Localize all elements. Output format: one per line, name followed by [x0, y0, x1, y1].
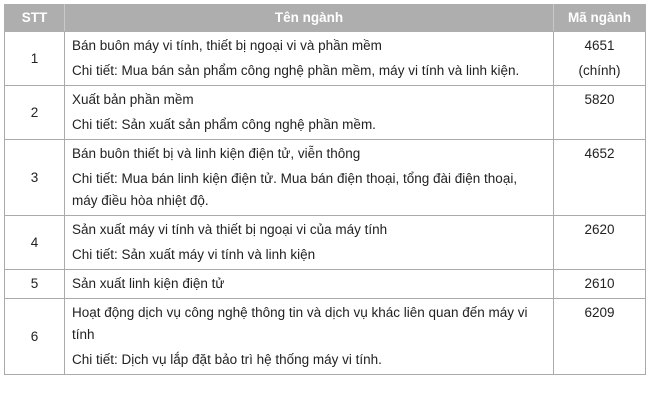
row-number: 5 [5, 270, 65, 299]
row-number: 6 [5, 299, 65, 375]
row-number: 3 [5, 140, 65, 216]
row-detail: Chi tiết: Mua bán linh kiện điện tử. Mua bán điện thoại, tổng đài điện thoại, máy điều hòa nhiệt độ. [72, 171, 518, 208]
row-code: 2620 [584, 222, 615, 237]
row-name-cell [65, 140, 554, 216]
row-title: Sản xuất linh kiện điện tử [72, 276, 225, 291]
row-title: Bán buôn máy vi tính, thiết bị ngoại vi và phần mềm [72, 38, 382, 53]
row-detail: Chi tiết: Mua bán sản phẩm công nghệ phần mềm, máy vi tính và linh kiện. [72, 63, 520, 78]
table-row [5, 140, 646, 216]
row-detail: Chi tiết: Sản xuất sản phẩm công nghệ phần mềm. [72, 117, 376, 132]
row-name-cell [65, 270, 554, 299]
header-name: Tên ngành [65, 5, 554, 32]
table-row [5, 299, 646, 375]
row-code-cell [554, 216, 646, 270]
row-title: Xuất bản phần mềm [72, 92, 194, 107]
row-code-cell [554, 270, 646, 299]
row-name-cell [65, 86, 554, 140]
row-number: 2 [5, 86, 65, 140]
table-row [5, 216, 646, 270]
table-row [5, 32, 646, 86]
row-code-cell [554, 140, 646, 216]
header-stt: STT [5, 5, 65, 32]
row-name-cell [65, 32, 554, 86]
row-code: 6209 [584, 305, 615, 320]
row-code-note: (chính) [578, 63, 621, 78]
row-code-cell [554, 299, 646, 375]
table-header-row [5, 5, 646, 32]
row-title: Hoạt động dịch vụ công nghệ thông tin và dịch vụ khác liên quan đến máy vi tính [72, 305, 528, 342]
row-title: Sản xuất máy vi tính và thiết bị ngoại vi của máy tính [72, 222, 388, 237]
row-number: 4 [5, 216, 65, 270]
row-code: 2610 [584, 276, 615, 291]
row-code: 4651 [584, 38, 615, 53]
row-code: 4652 [584, 146, 615, 161]
table-row [5, 86, 646, 140]
table-row [5, 270, 646, 299]
row-code-cell [554, 86, 646, 140]
business-lines-table [4, 4, 646, 375]
row-detail: Chi tiết: Dịch vụ lắp đặt bảo trì hệ thống máy vi tính. [72, 352, 382, 367]
row-code-cell [554, 32, 646, 86]
row-number: 1 [5, 32, 65, 86]
header-code: Mã ngành [554, 5, 646, 32]
row-code: 5820 [584, 92, 615, 107]
row-name-cell [65, 216, 554, 270]
row-title: Bán buôn thiết bị và linh kiện điện tử, viễn thông [72, 146, 361, 161]
row-name-cell [65, 299, 554, 375]
row-detail: Chi tiết: Sản xuất máy vi tính và linh kiện [72, 247, 316, 262]
